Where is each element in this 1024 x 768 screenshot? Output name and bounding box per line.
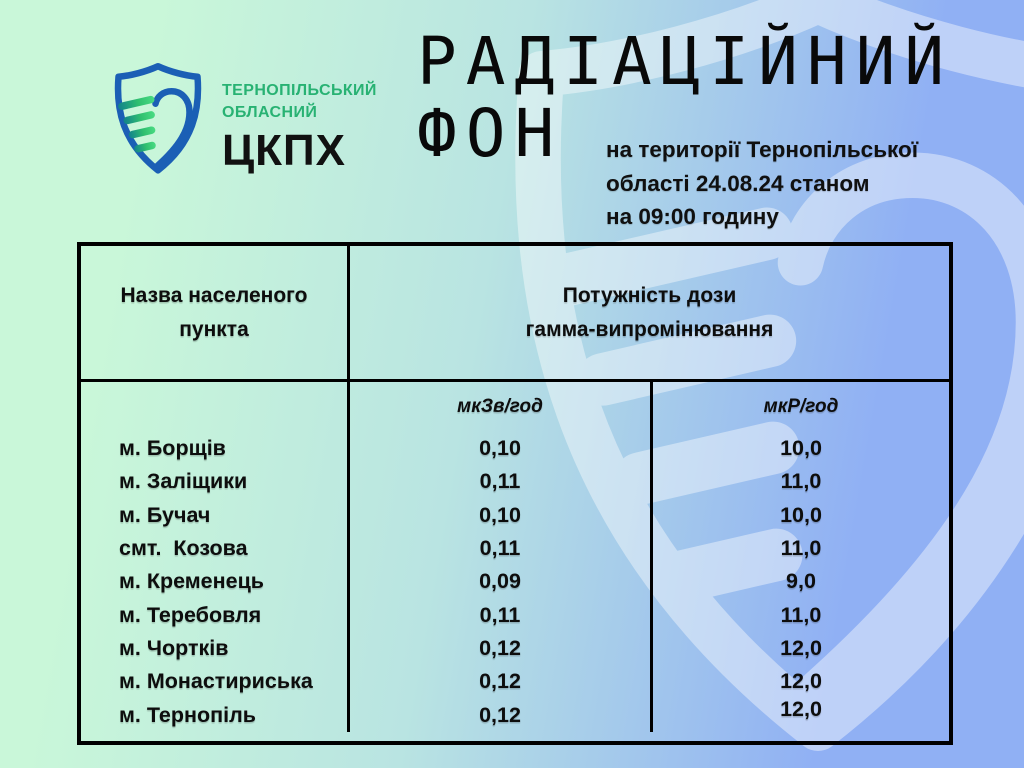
ur-value-cell: 10,0: [780, 502, 822, 527]
usv-value-cell: 0,11: [350, 599, 653, 632]
settlement-name-cell: м. Монастириська: [81, 665, 350, 698]
subtitle-line1: на території Тернопільської: [606, 137, 919, 162]
settlement-name-cell: м. Тернопіль: [81, 699, 350, 732]
settlement-name-cell: м. Кременець: [81, 565, 350, 598]
shield-logo-icon: [108, 60, 208, 178]
ur-value-cell: 11,0: [780, 469, 822, 494]
settlement-name-cell: м. Борщів: [81, 432, 350, 465]
usv-value-cell: 0,10: [350, 499, 653, 532]
radiation-table: [77, 242, 953, 745]
unit-row-empty-cell: [81, 382, 350, 432]
subtitle-line2: області 24.08.24 станом: [606, 170, 870, 196]
org-name: [222, 60, 377, 174]
column-header-dose-rate: Потужність дози гамма-випромінювання: [525, 283, 774, 341]
org-name-line1: ТЕРНОПІЛЬСЬКИЙ: [222, 82, 377, 99]
usv-value-cell: 0,12: [350, 632, 653, 665]
ur-value-cell: 12,0: [780, 696, 822, 721]
column-header-settlement: Назва населеного пункта: [81, 246, 350, 379]
table-header-row: [81, 246, 949, 382]
settlement-name-cell: м. Теребовля: [81, 599, 350, 632]
ur-value-cell: 12,0: [780, 669, 822, 694]
subtitle-line3: на 09:00 годину: [606, 204, 779, 229]
usv-value-cell: 0,10: [350, 432, 653, 465]
usv-value-cell: 0,11: [350, 465, 653, 498]
page-title-line2: ФОН: [417, 95, 564, 172]
ur-value-cell: 11,0: [780, 602, 822, 627]
settlement-name-cell: м. Чортків: [81, 632, 350, 665]
settlement-name-cell: м. Заліщики: [81, 465, 350, 498]
unit-label-ur: мкР/год: [763, 396, 839, 417]
usv-value-cell: 0,12: [350, 665, 653, 698]
unit-label-usv: мкЗв/год: [350, 382, 653, 432]
page-title-line1: РАДІАЦІЙНИЙ: [417, 23, 954, 100]
ur-value-cell: 12,0: [780, 636, 822, 661]
org-logo: [108, 60, 377, 178]
page-subtitle: [606, 133, 966, 234]
usv-value-cell: 0,11: [350, 532, 653, 565]
table-body: [81, 382, 949, 741]
org-name-line2: ОБЛАСНИЙ: [222, 104, 318, 121]
usv-value-cell: 0,09: [350, 565, 653, 598]
ur-value-cell: 10,0: [780, 436, 822, 461]
org-abbreviation: ЦКПХ: [222, 126, 346, 175]
usv-value-cell: 0,12: [350, 699, 653, 732]
settlement-name-cell: смт. Козова: [81, 532, 350, 565]
ur-value-cell: 9,0: [786, 569, 816, 594]
ur-value-cell: 11,0: [780, 536, 822, 561]
settlement-name-cell: м. Бучач: [81, 499, 350, 532]
